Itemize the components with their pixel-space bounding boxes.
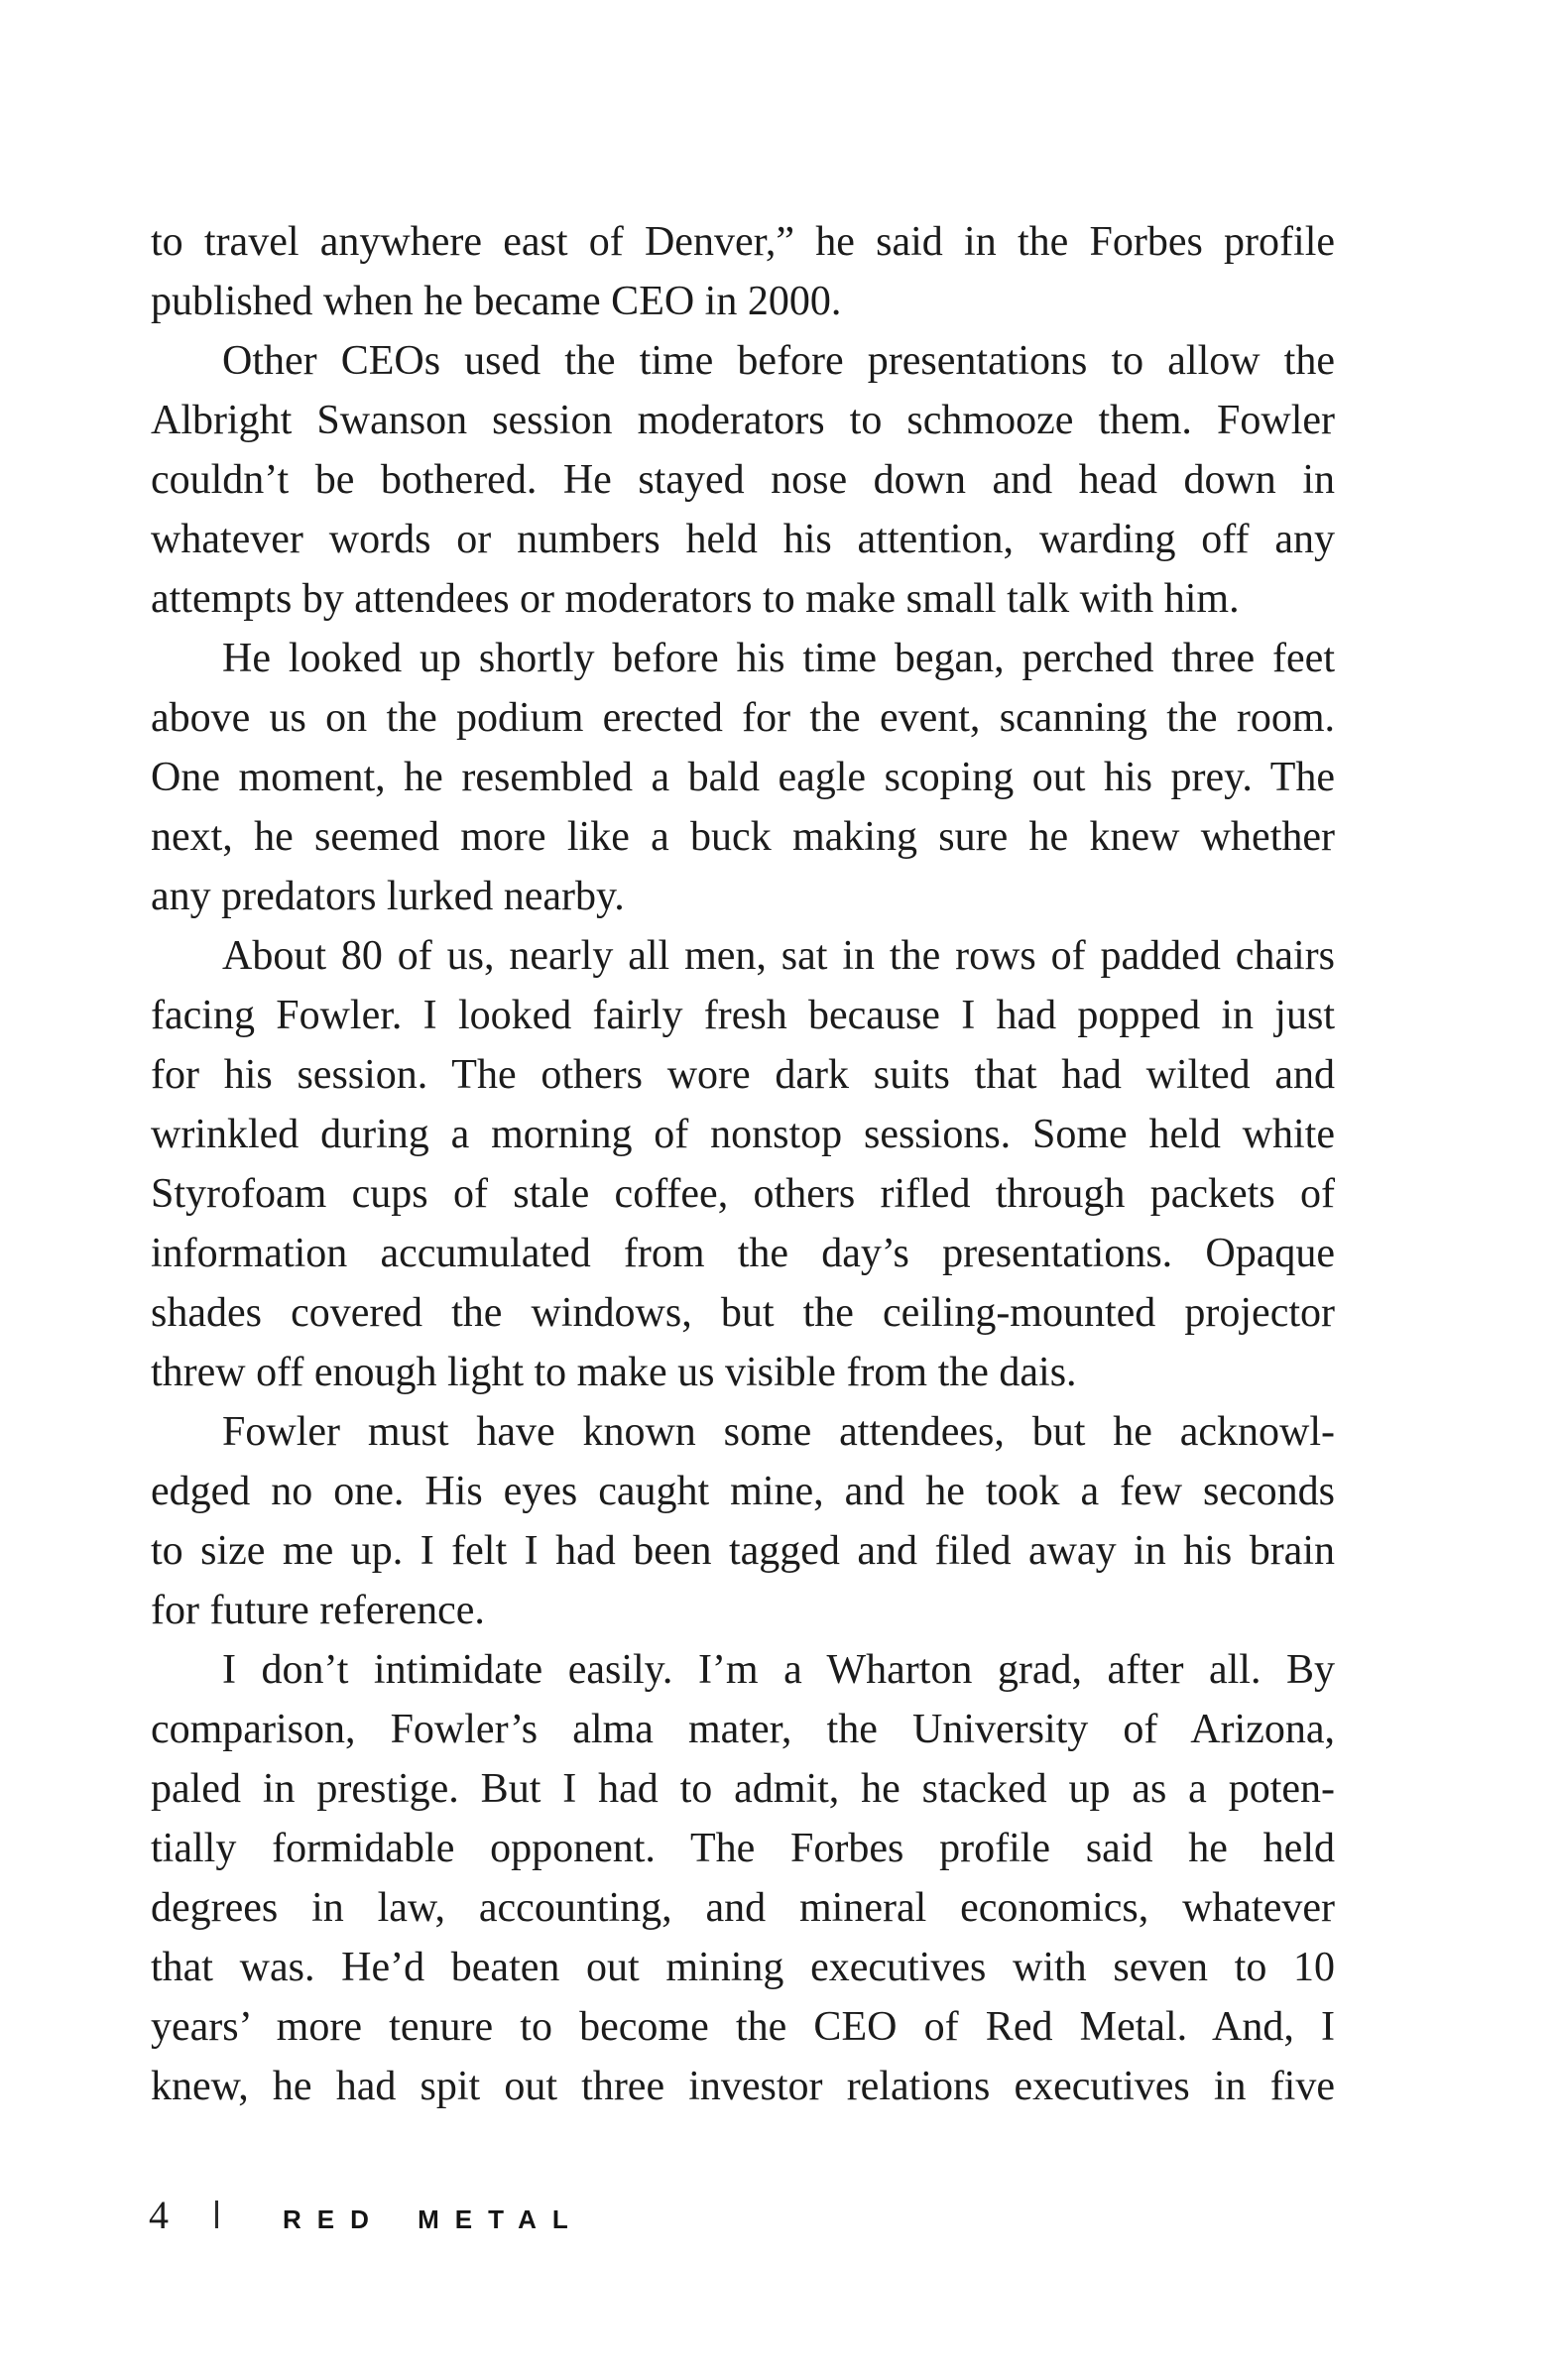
text-line: One moment, he resembled a bald eagle scoping out his prey. The: [151, 755, 1335, 800]
text-line: for future reference.: [151, 1588, 485, 1633]
body-text: [151, 212, 1335, 2116]
text-line: for his session. The others wore dark suits that had wilted and: [151, 1052, 1335, 1098]
text-line: that was. He’d beaten out mining executives with seven to 10: [151, 1945, 1335, 1990]
text-line: attempts by attendees or moderators to make small talk with him.: [151, 576, 1240, 622]
text-line: to travel anywhere east of Denver,” he said in the Forbes profile: [151, 219, 1335, 265]
text-line: Albright Swanson session moderators to schmooze them. Fowler: [151, 398, 1335, 443]
text-line: Styrofoam cups of stale coffee, others rifled through packets of: [151, 1171, 1335, 1217]
text-line: tially formidable opponent. The Forbes profile said he held: [151, 1826, 1335, 1871]
text-line: About 80 of us, nearly all men, sat in the rows of padded chairs: [222, 933, 1335, 979]
text-line: paled in prestige. But I had to admit, he stacked up as a poten-: [151, 1766, 1335, 1812]
text-line: next, he seemed more like a buck making sure he knew whether: [151, 814, 1335, 860]
text-line: threw off enough light to make us visible from the dais.: [151, 1350, 1077, 1395]
text-line: whatever words or numbers held his attention, warding off any: [151, 517, 1335, 562]
text-line: published when he became CEO in 2000.: [151, 279, 842, 324]
page-number: 4: [149, 2193, 169, 2237]
text-line: years’ more tenure to become the CEO of Red Metal. And, I: [151, 2004, 1335, 2050]
text-line: to size me up. I felt I had been tagged and filed away in his brain: [151, 1528, 1335, 1574]
text-line: comparison, Fowler’s alma mater, the University of Arizona,: [151, 1707, 1335, 1752]
running-title: RED METAL: [283, 2204, 584, 2234]
text-line: I don’t intimidate easily. I’m a Wharton grad, after all. By: [222, 1647, 1335, 1693]
page-footer: [149, 2193, 584, 2237]
text-line: edged no one. His eyes caught mine, and he took a few seconds: [151, 1469, 1335, 1514]
text-line: wrinkled during a morning of nonstop sessions. Some held white: [151, 1112, 1335, 1157]
footer-separator-rule: [215, 2201, 218, 2228]
text-line: any predators lurked nearby.: [151, 874, 625, 919]
text-line: shades covered the windows, but the ceiling-mounted projector: [151, 1290, 1335, 1336]
text-line: Fowler must have known some attendees, but he acknowl-: [222, 1409, 1335, 1455]
text-line: degrees in law, accounting, and mineral economics, whatever: [151, 1885, 1335, 1931]
text-line: couldn’t be bothered. He stayed nose down and head down in: [151, 457, 1335, 503]
text-line: knew, he had spit out three investor relations executives in five: [151, 2064, 1335, 2109]
text-line: above us on the podium erected for the event, scanning the room.: [151, 695, 1335, 741]
text-line: facing Fowler. I looked fairly fresh because I had popped in just: [151, 993, 1335, 1038]
text-line: information accumulated from the day’s presentations. Opaque: [151, 1231, 1335, 1276]
text-line: He looked up shortly before his time began, perched three feet: [222, 636, 1335, 681]
text-line: Other CEOs used the time before presentations to allow the: [222, 338, 1335, 384]
